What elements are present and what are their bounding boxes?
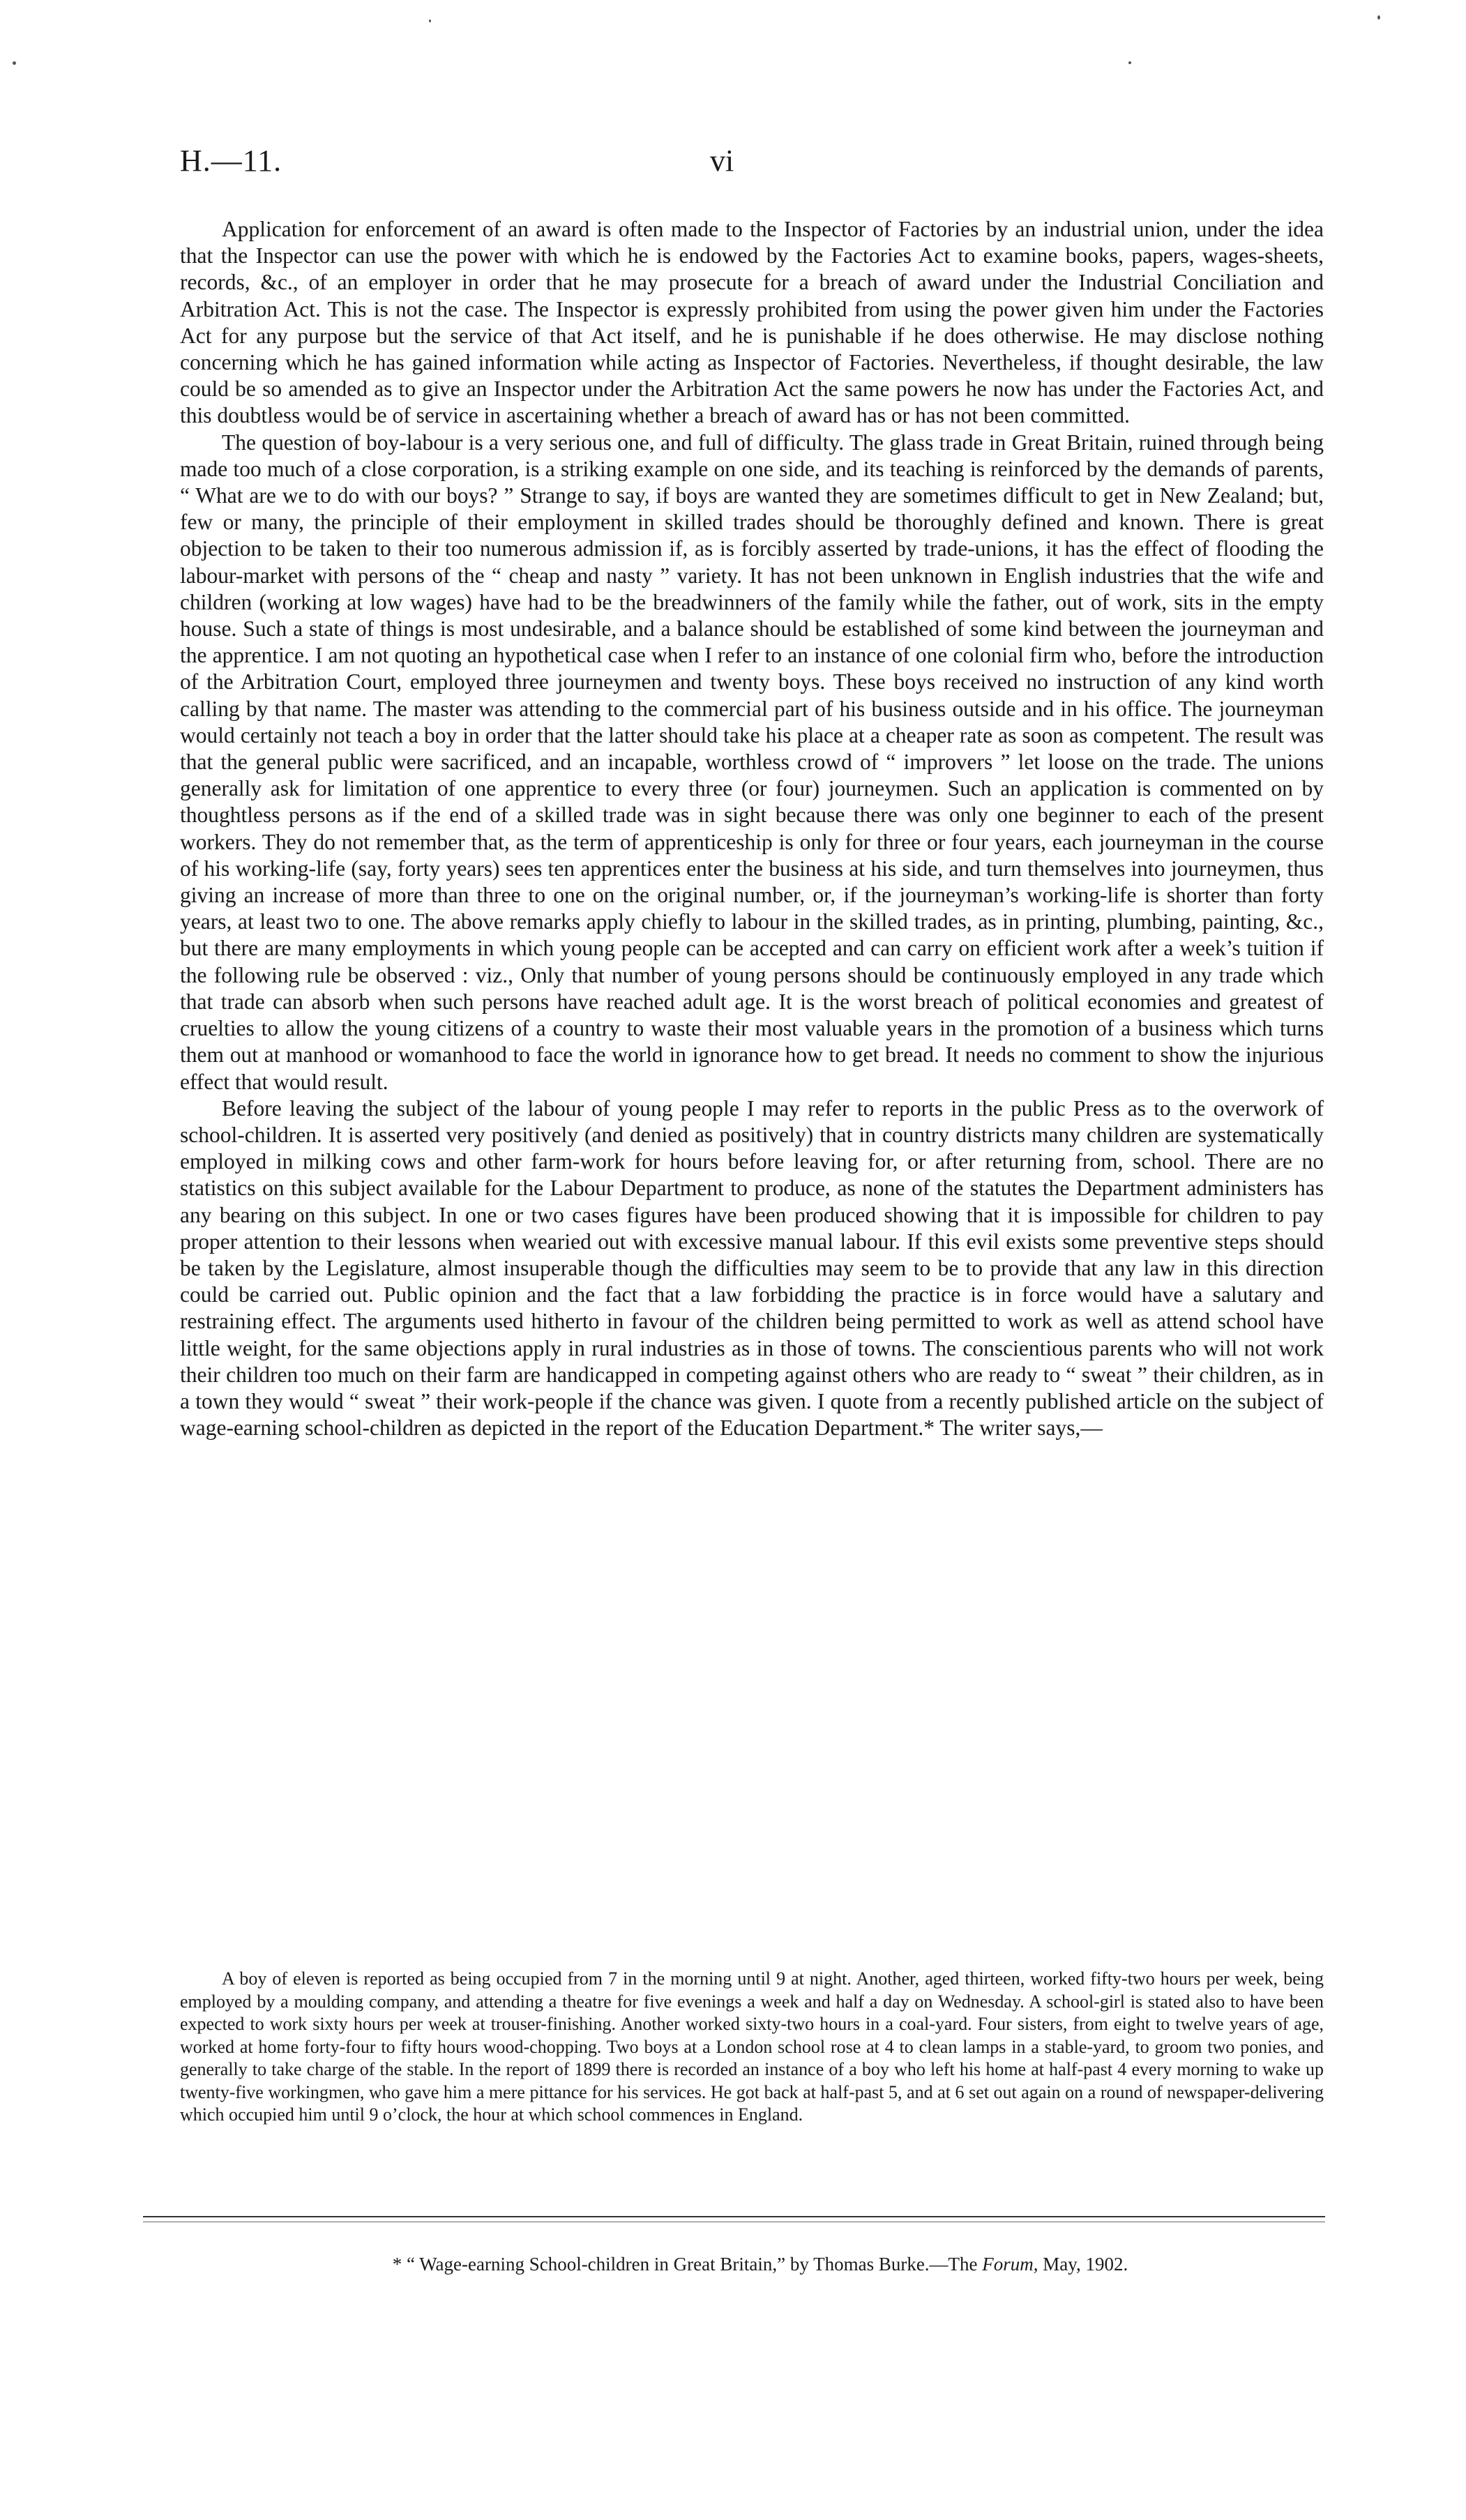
scan-speck <box>13 61 16 65</box>
paragraph-inspector-powers: Application for enforcement of an award is often made to the Inspector of Factories by an industrial union, under the idea that the Inspector can use the power with which he is endowed by the Factories Act to examine books, papers, wages-sheets, records, &c., of an employer in order that he may prosecute for a breach of award under the Industrial Conciliation and Arbitration Act. This is not the case. The Inspector is expressly prohibited from using the power given him under the Factories Act for any purpose but the service of that Act itself, and he is punishable if he does otherwise. He may disclose nothing concerning which he has gained information while acting as Inspector of Factories. Nevertheless, if thought desirable, the law could be so amended as to give an Inspector under the Arbitration Act the same powers he now has under the Factories Act, and this doubtless would be of service in ascertaining whether a breach of award has or has not been committed. <box>180 217 1324 428</box>
footnote-date: May, 1902. <box>1043 2254 1128 2275</box>
page-number: vi <box>710 144 734 178</box>
scan-speck <box>1377 15 1380 20</box>
document-reference: H.—11. <box>180 144 282 178</box>
footnote <box>230 2252 1290 2276</box>
footnote-text: * “ Wage-earning School-children in Great Britain,” by Thomas Burke.—The <box>392 2254 978 2275</box>
block-quotation: A boy of eleven is reported as being occupied from 7 in the morning until 9 at night. Another, aged thirteen, worked fifty-two hours per week, being employed by a moulding company, and attending a theatre for five evenings a week and half a day on Wednesday. A school-girl is stated also to have been expected to work sixty hours per week at trouser-finishing. Another worked sixty-two hours in a coal-yard. Four sisters, from eight to twelve years of age, worked at home forty-four to fifty hours wood-chopping. Two boys at a London school rose at 4 to clean lamps in a stable-yard, to groom two ponies, and generally to take charge of the stable. In the report of 1899 there is recorded an instance of a boy who left his home at half-past 4 every morning to wake up twenty-five workingmen, who gave him a mere pittance for his services. He got back at half-past 5, and at 6 set out again on a round of newspaper-delivering which occupied him until 9 o’clock, the hour at which school commences in England. <box>180 1968 1324 2125</box>
scan-speck <box>429 20 431 22</box>
scan-speck <box>1128 61 1131 64</box>
page-header <box>180 143 1324 185</box>
footnote-publication: Forum, <box>982 2254 1038 2275</box>
paragraph-school-children: Before leaving the subject of the labour of young people I may refer to reports in the public Press as to the overwork of school-children. It is asserted very positively (and denied as positively) that in country districts many children are systematically employed in milking cows and other farm-work for hours before leaving for, or after returning from, school. There are no statistics on this subject available for the Labour Department to produce, as none of the statutes the Department administers has any bearing on this subject. In one or two cases figures have been produced showing that it is impossible for children to pay proper attention to their lessons when wearied out with excessive manual labour. If this evil exists some preventive steps should be taken by the Legislature, almost insuperable though the difficulties may seem to be to provide that any law in this direction could be carried out. Public opinion and the fact that a law forbidding the practice is in force would have a salutary and restraining effect. The arguments used hitherto in favour of the children being permitted to work as well as attend school have little weight, for the same objections apply in rural industries as in those of towns. The conscientious parents who will not work their children too much on their farm are handicapped in competing against others who are ready to “ sweat ” their children, as in a town they would “ sweat ” their work-people if the chance was given. I quote from a recently published article on the subject of wage-earning school-children as depicted in the report of the Education Department.* The writer says,— <box>180 1095 1324 1441</box>
paragraph-boy-labour: The question of boy-labour is a very serious one, and full of difficulty. The glass trade in Great Britain, ruined through being made too much of a close corporation, is a striking example on one side, and its teaching is reinforced by the demands of parents, “ What are we to do with our boys? ” Strange to say, if boys are wanted they are sometimes difficult to get in New Zealand; but, few or many, the principle of their employment in skilled trades should be thoroughly defined and known. There is great objection to be taken to their too numerous admission if, as is forcibly asserted by trade-unions, it has the effect of flooding the labour-market with persons of the “ cheap and nasty ” variety. It has not been unknown in English industries that the wife and children (working at low wages) have had to be the breadwinners of the family while the father, out of work, sits in the empty house. Such a state of things is most undesirable, and a balance should be established of some kind between the journeyman and the apprentice. I am not quoting an hypothetical case when I refer to an instance of one colonial firm who, before the introduction of the Arbitration Court, employed three journeymen and twenty boys. These boys received no instruction of any kind worth calling by that name. The master was attending to the commercial part of his business outside and in his office. The journeyman would certainly not teach a boy in order that the latter should take his place at a cheaper rate as soon as competent. The result was that the general public were sacrificed, and an incapable, worthless crowd of “ improvers ” let loose on the trade. The unions generally ask for limitation of one apprentice to every three (or four) journeymen. Such an application is commented on by thoughtless persons as if the end of a skilled trade was in sight because there was only one beginner to each of the present workers. They do not remember that, as the term of apprenticeship is only for three or four years, each journeyman in the course of his working-life (say, forty years) sees ten apprentices enter the business at his side, and turn themselves into journeymen, thus giving an increase of more than three to one on the original number, or, if the journeyman’s working-life is shorter than forty years, at least two to one. The above remarks apply chiefly to labour in the skilled trades, as in printing, plumbing, painting, &c., but there are many employments in which young people can be accepted and can carry on efficient work after a week’s tuition if the following rule be observed : viz., Only that number of young persons should be continuously employed in any trade which that trade can absorb when such persons have reached adult age. It is the worst breach of political economies and greatest of cruelties to allow the young citizens of a country to waste their most valuable years in the promotion of a business which turns them out at manhood or womanhood to face the world in ignorance how to get bread. It needs no comment to show the injurious effect that would result. <box>180 430 1324 1094</box>
footnote-divider <box>143 2216 1325 2217</box>
body-text <box>180 216 1324 1441</box>
